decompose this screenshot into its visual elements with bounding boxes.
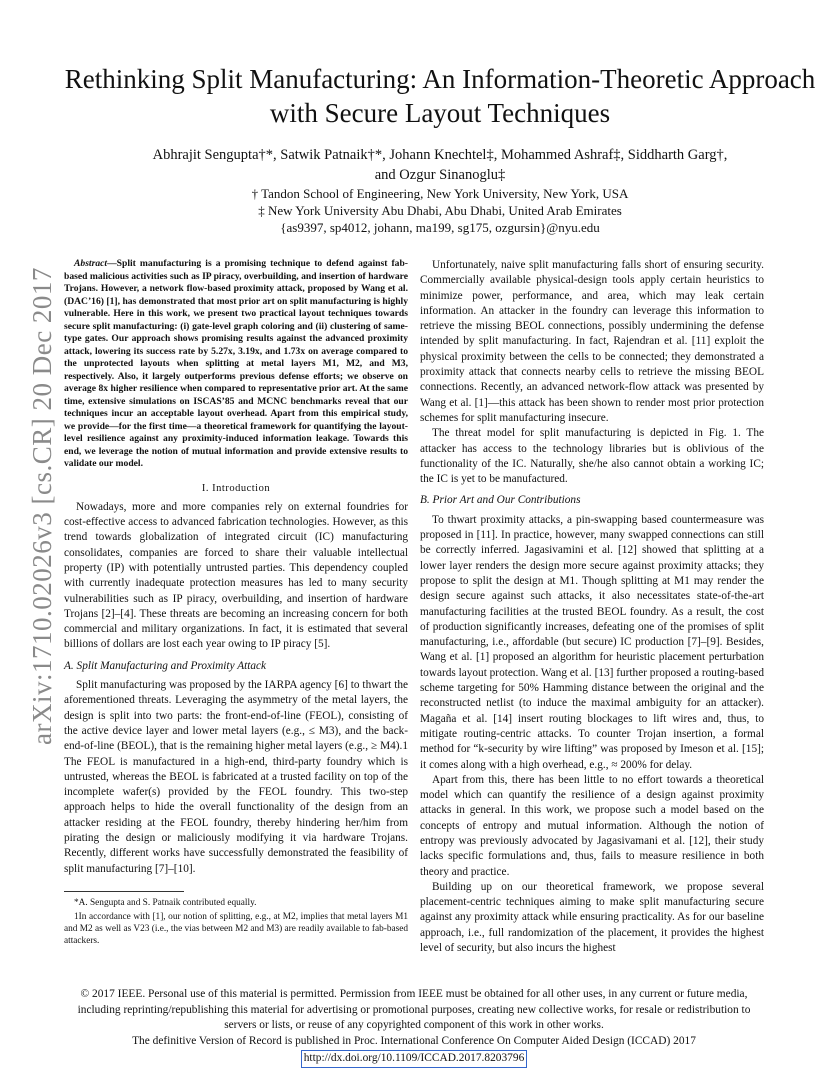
abstract bbox=[64, 258, 408, 471]
right-paragraph-3: To thwart proximity attacks, a pin-swapping based countermeasure was proposed in [11]. In practice, however, many swapped connections can still be correctly inferred. Jagasivamini et al. [12] showed that splitting at a lower layer renders the design more secure against proximity attacks; they propose to split the design at M1. Though splitting at M1 may render the design secure against such attacks, it also necessitates state-of-the-art manufacturing facilities at the trusted BEOL foundry. As a result, the cost of production significantly increases, defeating one of the promises of split manufacturing, i.e., affordable (but secure) IC production [7]–[9]. Besides, Wang et al. [1] proposed an algorithm for heuristic placement perturbation towards layout protection. Wang et al. [13] further proposed a routing-based scheme targeting for 50% Hamming distance between the original and the reconstructed netlist (to induce the maximal ambiguity for an attacker). Magaña et al. [14] insert routing blockages to lift wires and, thus, to mitigate routing-centric attacks. To counter Trojan insertion, a formal method for “k-security by wire lifting” was proposed by Imeson et al. [15]; it comes along with a high overhead, e.g., ≈ 200% for delay. bbox=[420, 513, 764, 771]
intro-paragraph-1: Nowadays, more and more companies rely on external foundries for cost-effective access to advanced fabrication technologies. However, as this trend towards globalization of integrated circuit (IC) manufacturing consolidates, companies are forced to share their valuable intellectual property (IP) with potentially untrusted parties. This dependency coupled with currently inadequate protection measures has led to many security vulnerabilities such as IP piracy, overbuilding, and insertion of hardware Trojans [2]–[4]. These threats are becoming an increasing concern for both commercial and military organizations. In fact, it is estimated that several billions of dollars are lost each year owing to IP piracy [5]. bbox=[64, 500, 408, 651]
right-paragraph-4: Apart from this, there has been little to no effort towards a theoretical model which can quantify the resilience of a design against proximity attacks in general. In this work, we propose such a model based on the concepts of entropy and mutual information. Although the notion of entropy was previously advocated by Jagasivamani et al. [12], their study lacks specific formulations and, thus, fails to measure resilience in both theory and practice. bbox=[420, 773, 764, 878]
right-paragraph-2: The threat model for split manufacturing is depicted in Fig. 1. The attacker has access to the technology libraries but is oblivious of the functionality of the IC. Naturally, she/he also cannot obtain a working IC; the IC is yet to be manufactured. bbox=[420, 427, 764, 486]
intro-paragraph-2: Split manufacturing was proposed by the IARPA agency [6] to thwart the aforementioned threats. Leveraging the asymmetry of the metal layers, the design is split into two parts: the front-end-of-line (FEOL), consisting of the active device layer and lower metal layers (e.g., ≤ M3), and the back-end-of-line (BEOL), that is the remaining higher metal layers (e.g., ≥ M4).1 The FEOL is manufactured in a high-end, third-party foundry which is untrusted, whereas the BEOL is fabricated at a trusted facility on top of the incomplete wafer(s) provided by the FEOL foundry. This two-step approach helps to hide the overall functionality of the design from an attacker residing at the FEOL foundry, thereby hindering her/him from pirating the design or maliciously modifying it via hardware Trojans. Recently, different works have successfully demonstrated the feasibility of split manufacturing [7]–[10]. bbox=[64, 679, 408, 875]
authors-line-2: and Ozgur Sinanoglu‡ bbox=[374, 167, 506, 183]
author-emails: {as9397, sp4012, johann, ma199, sg175, ozgursin}@nyu.edu bbox=[280, 220, 600, 235]
authors-line-1: Abhrajit Sengupta†*, Satwik Patnaik†*, Johann Knechtel‡, Mohammed Ashraf‡, Siddharth Garg†, bbox=[152, 147, 728, 163]
author-list bbox=[60, 145, 820, 185]
subsection-heading-a: A. Split Manufacturing and Proximity Attack bbox=[64, 659, 267, 672]
affiliation-nyuad: ‡ New York University Abu Dhabi, Abu Dhabi, United Arab Emirates bbox=[258, 203, 622, 218]
right-column bbox=[420, 258, 764, 956]
subsection-heading-b: B. Prior Art and Our Contributions bbox=[420, 494, 581, 507]
paper-title: Rethinking Split Manufacturing: An Information-Theoretic Approach with Secure Layout Techniques bbox=[64, 64, 816, 128]
abstract-text: —Split manufacturing is a promising technique to defend against fab-based malicious activities such as IP piracy, overbuilding, and insertion of hardware Trojans. However, a network flow-based proximity attack, proposed by Wang et al. (DAC’16) [1], has demonstrated that most prior art on split manufacturing is highly vulnerable. Here in this work, we present two practical layout techniques towards secure split manufacturing: (i) gate-level graph coloring and (ii) clustering of same-type gates. Our approach shows promising results against the advanced proximity attack, lowering its success rate by 5.27x, 3.19x, and 1.73x on average compared to the unprotected layouts when splitting at metal layers M1, M2, and M3, respectively. Also, it largely outperforms previous defense efforts; we observe on average 8x higher resilience when compared to representative prior art. At the same time, extensive simulations on ISCAS’85 and MCNC benchmarks reveal that our techniques incur an acceptable layout overhead. Apart from this empirical study, we provide—for the first time—a theoretical framework for quantifying the layout-level resilience against any proximity-induced information leakage. Towards this end, we leverage the notion of mutual information and provide extensive results to validate our model. bbox=[64, 258, 408, 469]
left-column bbox=[64, 258, 408, 949]
copyright-notice: © 2017 IEEE. Personal use of this material is permitted. Permission from IEEE must be obtained for all other uses, in any current or future media, including reprinting/republishing this material for advertising or promotional purposes, creating new collective works, for resale or redistribution to servers or lists, or reuse of any copyrighted component of this work in other works. bbox=[77, 988, 751, 1031]
footnote-divider bbox=[64, 891, 184, 892]
right-paragraph-1: Unfortunately, naive split manufacturing falls short of ensuring security. Commercially available physical-design tools apply certain heuristics to minimize power, performance, and area, which may leak certain information. An attacker in the foundry can leverage this information to retrieve the missing BEOL connections, possibly undermining the defense intended by split manufacturing. In fact, Rajendran et al. [11] exploit the physical proximity between the cells to be connected; they demonstrated a proximity attack that connects nearby cells to retrieve the missing BEOL connections. Recently, an advanced network-flow attack was presented by Wang et al. [1]—this attack has been shown to render most prior protection schemes for split manufacturing insecure. bbox=[420, 259, 764, 424]
abstract-label: Abstract bbox=[74, 258, 108, 269]
doi-link[interactable]: http://dx.doi.org/10.1109/ICCAD.2017.8203796 bbox=[301, 1050, 528, 1068]
section-heading-introduction: I. Introduction bbox=[201, 482, 271, 494]
arxiv-stamp: arXiv:1710.02026v3 [cs.CR] 20 Dec 2017 bbox=[27, 267, 57, 745]
affiliation-nyu: † Tandon School of Engineering, New York University, New York, USA bbox=[251, 186, 629, 201]
version-of-record: The definitive Version of Record is published in Proc. International Conference On Computer Aided Design (ICCAD) 2017 bbox=[132, 1034, 696, 1047]
affiliations bbox=[60, 185, 820, 236]
footnote-splitting: 1In accordance with [1], our notion of splitting, e.g., at M2, implies that metal layers M1 and M2 as well as V23 (i.e., the vias between M2 and M3) are readily available to fab-based attackers. bbox=[64, 911, 408, 946]
right-paragraph-5: Building up on our theoretical framework, we propose several placement-centric techniques aiming to make split manufacturing secure against any proximity attack while ensuring practicality. As for our baseline approach, i.e., full randomization of the placement, it provides the highest level of security, but also incurs the highest bbox=[420, 880, 764, 955]
footnote-equal-contribution: *A. Sengupta and S. Patnaik contributed equally. bbox=[74, 897, 257, 908]
copyright-footer bbox=[64, 987, 764, 1068]
